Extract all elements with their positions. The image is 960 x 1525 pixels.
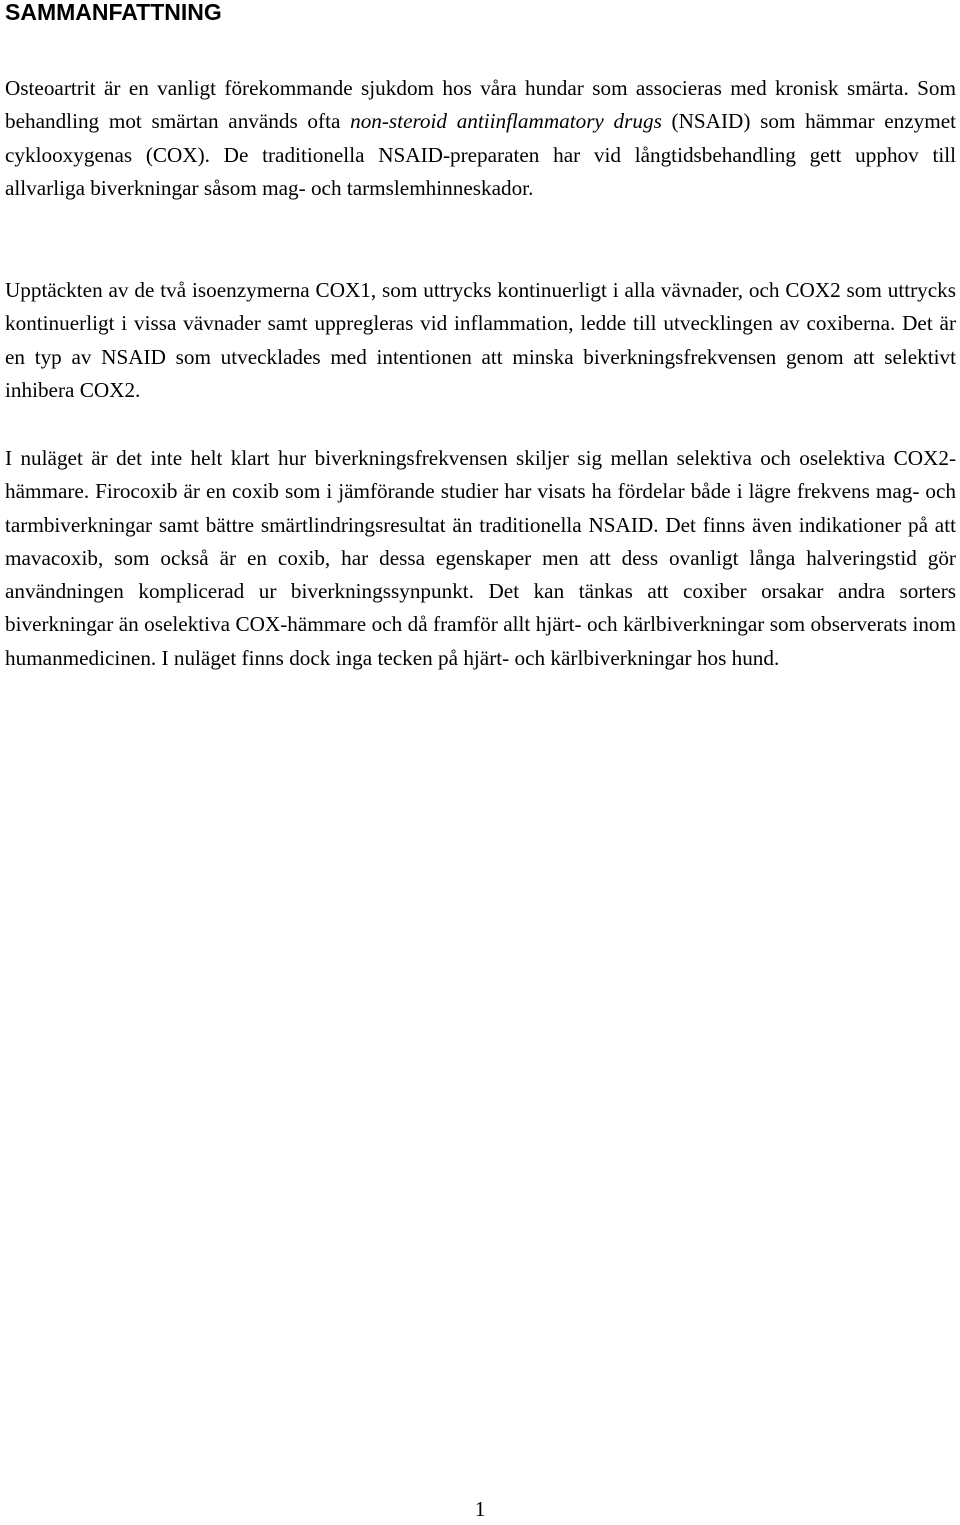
- section-heading: SAMMANFATTNING: [5, 0, 222, 25]
- paragraph-1-italic-term: non-steroid antiinflammatory drugs: [350, 109, 662, 134]
- paragraph-2: Upptäckten av de två isoenzymerna COX1, som uttrycks kontinuerligt i alla vävnader, och COX2 som uttrycks kontinuerligt i vissa vävnader samt uppregleras vid inflammation, ledde till utvecklingen av coxiberna. Det är en typ av NSAID som utvecklades med intentionen att minska biverkningsfrekvensen genom att selektivt inhibera COX2.: [5, 278, 956, 402]
- paragraph-1-text-end: (NSAID) som hämmar enzymet cyklooxygenas (COX). De traditionella NSAID-preparaten har vid långtidsbehandling gett upphov till allvarliga biverkningar såsom mag- och tarmslemhinneskador.: [5, 109, 957, 200]
- paragraph-1: [5, 72, 956, 205]
- page-number: 1: [474, 1497, 486, 1521]
- paragraph-1-text-start: Osteoartrit är en vanligt förekommande sjukdom hos våra hundar som associeras med kronisk smärta. Som behandling mot smärtan används ofta: [5, 76, 956, 134]
- paragraph-3: I nuläget är det inte helt klart hur biverkningsfrekvensen skiljer sig mellan selektiva och oselektiva COX2-hämmare. Firocoxib är en coxib som i jämförande studier har visats ha fördelar både i lägre frekvens mag- och tarmbiverkningar samt bättre smärtlindringsresultat än traditionella NSAID. Det finns även indikationer på att mavacoxib, som också är en coxib, har dessa egenskaper men att dess ovanligt långa halveringstid gör användningen komplicerad ur biverkningssynpunkt. Det kan tänkas att coxiber orsakar andra sorters biverkningar än oselektiva COX-hämmare och då framför allt hjärt- och kärlbiverkningar som observerats inom humanmedicinen. I nuläget finns dock inga tecken på hjärt- och kärlbiverkningar hos hund.: [5, 446, 956, 670]
